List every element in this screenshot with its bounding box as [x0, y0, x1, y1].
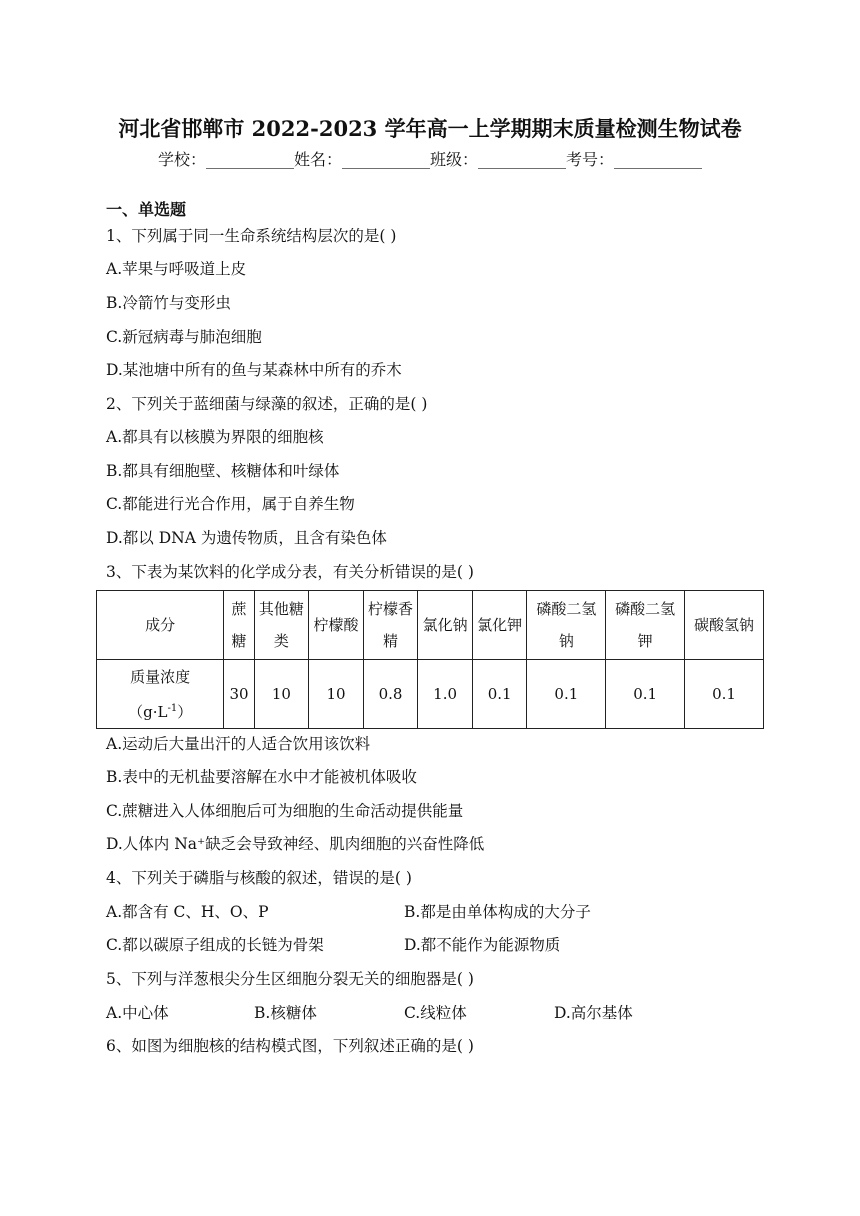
question-6-stem: 6、如图为细胞核的结构模式图，下列叙述正确的是( )	[106, 1037, 474, 1055]
column-header: 氯化钾	[472, 591, 527, 660]
column-header: 氯化钠	[418, 591, 473, 660]
document-title: 河北省邯郸市 2022-2023 学年高一上学期期末质量检测生物试卷	[118, 116, 742, 141]
question-4-stem: 4、下列关于磷脂与核酸的叙述，错误的是( )	[106, 869, 412, 887]
q5-option-c: C.线粒体	[404, 1004, 467, 1022]
column-header: 其他糖类	[254, 591, 309, 660]
q5-option-d: D.高尔基体	[554, 1004, 633, 1022]
student-info-line: 学校：___________姓名：___________班级：___________考号：___________	[157, 150, 702, 169]
column-header: 碳酸氢钠	[685, 591, 764, 660]
table-cell: 10	[309, 660, 364, 729]
q1-option-c: C.新冠病毒与肺泡细胞	[106, 328, 262, 346]
table-row-header: 成分	[97, 591, 224, 660]
q2-option-b: B.都具有细胞壁、核糖体和叶绿体	[106, 462, 340, 480]
q2-option-d: D.都以 DNA 为遗传物质，且含有染色体	[106, 529, 387, 547]
q3-option-d: D.人体内 Na⁺缺乏会导致神经、肌肉细胞的兴奋性降低	[106, 835, 485, 853]
q1-option-d: D.某池塘中所有的鱼与某森林中所有的乔木	[106, 361, 402, 379]
q3-option-a: A.运动后大量出汗的人适合饮用该饮料	[106, 735, 371, 753]
q4-option-a: A.都含有 C、H、O、P	[106, 903, 269, 921]
column-header: 柠檬香精	[363, 591, 418, 660]
table-cell: 10	[254, 660, 309, 729]
question-2-stem: 2、下列关于蓝细菌与绿藻的叙述，正确的是( )	[106, 395, 428, 413]
q1-option-b: B.冷箭竹与变形虫	[106, 294, 231, 312]
q2-option-a: A.都具有以核膜为界限的细胞核	[106, 428, 324, 446]
q4-option-d: D.都不能作为能源物质	[404, 936, 561, 954]
composition-table	[96, 590, 764, 729]
table-value-row	[97, 660, 764, 729]
q5-option-a: A.中心体	[106, 1004, 169, 1022]
table-header-row	[97, 591, 764, 660]
q1-option-a: A.苹果与呼吸道上皮	[106, 260, 247, 278]
q3-option-c: C.蔗糖进入人体细胞后可为细胞的生命活动提供能量	[106, 802, 464, 820]
column-header: 柠檬酸	[309, 591, 364, 660]
q5-option-b: B.核糖体	[254, 1004, 317, 1022]
question-1-stem: 1、下列属于同一生命系统结构层次的是( )	[106, 227, 397, 245]
question-5-stem: 5、下列与洋葱根尖分生区细胞分裂无关的细胞器是( )	[106, 970, 474, 988]
q2-option-c: C.都能进行光合作用，属于自养生物	[106, 495, 355, 513]
table-cell: 30	[224, 660, 254, 729]
table-cell: 0.1	[606, 660, 685, 729]
value-unit: $(g\cdot L^{-1})$	[128, 702, 193, 721]
table-cell: 1.0	[418, 660, 473, 729]
value-label: 质量浓度	[130, 667, 191, 686]
q3-option-b: B.表中的无机盐要溶解在水中才能被机体吸收	[106, 768, 417, 786]
table-cell: 0.8	[363, 660, 418, 729]
section-heading: 一、单选题	[106, 200, 187, 219]
question-3-stem: 3、下表为某饮料的化学成分表，有关分析错误的是( )	[106, 563, 474, 581]
q4-option-b: B.都是由单体构成的大分子	[404, 903, 591, 921]
column-header: 磷酸二氢钠	[527, 591, 606, 660]
table-cell: 0.1	[472, 660, 527, 729]
column-header: 蔗糖	[224, 591, 254, 660]
column-header: 磷酸二氢钾	[606, 591, 685, 660]
table-cell: 0.1	[527, 660, 606, 729]
value-row-header	[97, 660, 224, 729]
table-cell: 0.1	[685, 660, 764, 729]
q4-option-c: C.都以碳原子组成的长链为骨架	[106, 936, 324, 954]
